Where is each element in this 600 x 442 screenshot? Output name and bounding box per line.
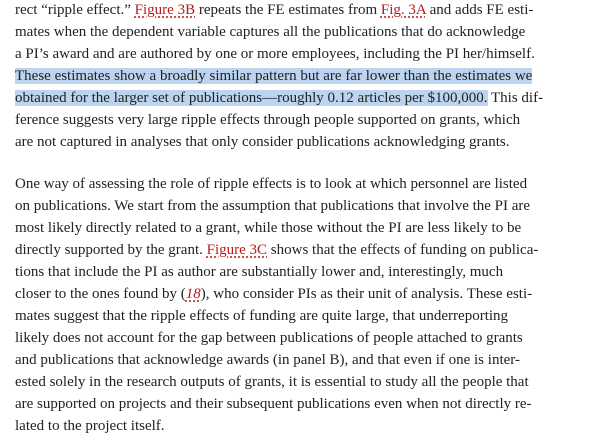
text-segment: ), who consider PIs as their unit of analysis. These esti- <box>200 286 533 302</box>
text-line: mates suggest that the ripple effects of funding are quite large, that underreporting <box>15 308 509 324</box>
paragraph-personnel <box>15 173 575 437</box>
text-line: most likely directly related to a grant, while those without the PI are less likely to be <box>15 220 522 236</box>
text-line: are not captured in analyses that only consider publications acknowledging grants. <box>15 134 510 150</box>
text-line: lated to the project itself. <box>15 418 165 434</box>
text-segment: repeats the FE estimates from <box>195 2 381 18</box>
text-line <box>15 0 575 21</box>
text-line: One way of assessing the role of ripple effects is to look at which personnel are listed <box>15 176 528 192</box>
figure-3c-link[interactable]: Figure 3C <box>206 242 268 258</box>
text-line <box>15 283 575 305</box>
paragraph-gap <box>15 153 575 173</box>
paragraph-ripple-effect <box>15 0 575 153</box>
text-segment: This dif- <box>487 90 544 106</box>
text-line <box>15 239 575 261</box>
text-segment: closer to the ones found by ( <box>15 286 186 302</box>
text-line-highlighted <box>15 65 575 87</box>
text-line: tions that include the PI as author are substantially lower and, interestingly, much <box>15 264 504 280</box>
text-line: ested solely in the research outputs of grants, it is essential to study all the people that <box>15 374 529 390</box>
text-line: and publications that acknowledge awards (in panel B), and that even if one is inter- <box>15 352 520 368</box>
text-line: a PI’s award and are authored by one or more employees, including the PI her/himself. <box>15 46 535 62</box>
text-line: are supported on projects and their subsequent publications even when not directly re- <box>15 396 532 412</box>
text-line: on publications. We start from the assumption that publications that involve the PI are <box>15 198 531 214</box>
text-line: ference suggests very large ripple effects through people supported on grants, which <box>15 112 521 128</box>
article-body <box>15 0 575 437</box>
text-segment: rect “ripple effect.” <box>15 2 135 18</box>
text-segment: and adds FE esti- <box>425 2 534 18</box>
text-selection[interactable]: obtained for the larger set of publications—roughly 0.12 articles per $100,000. <box>15 90 488 106</box>
fig-3a-link[interactable]: Fig. 3A <box>380 2 426 18</box>
text-line <box>15 87 575 109</box>
text-line: mates when the dependent variable captures all the publications that do acknowledge <box>15 24 526 40</box>
text-segment: directly supported by the grant. <box>15 242 207 258</box>
text-line: likely does not account for the gap between publications of people attached to grants <box>15 330 523 346</box>
reference-18-link[interactable]: 18 <box>185 286 201 302</box>
text-selection[interactable]: These estimates show a broadly similar pattern but are far lower than the estimates we <box>15 68 533 84</box>
text-segment: shows that the effects of funding on publica- <box>267 242 539 258</box>
figure-3b-link[interactable]: Figure 3B <box>134 2 196 18</box>
